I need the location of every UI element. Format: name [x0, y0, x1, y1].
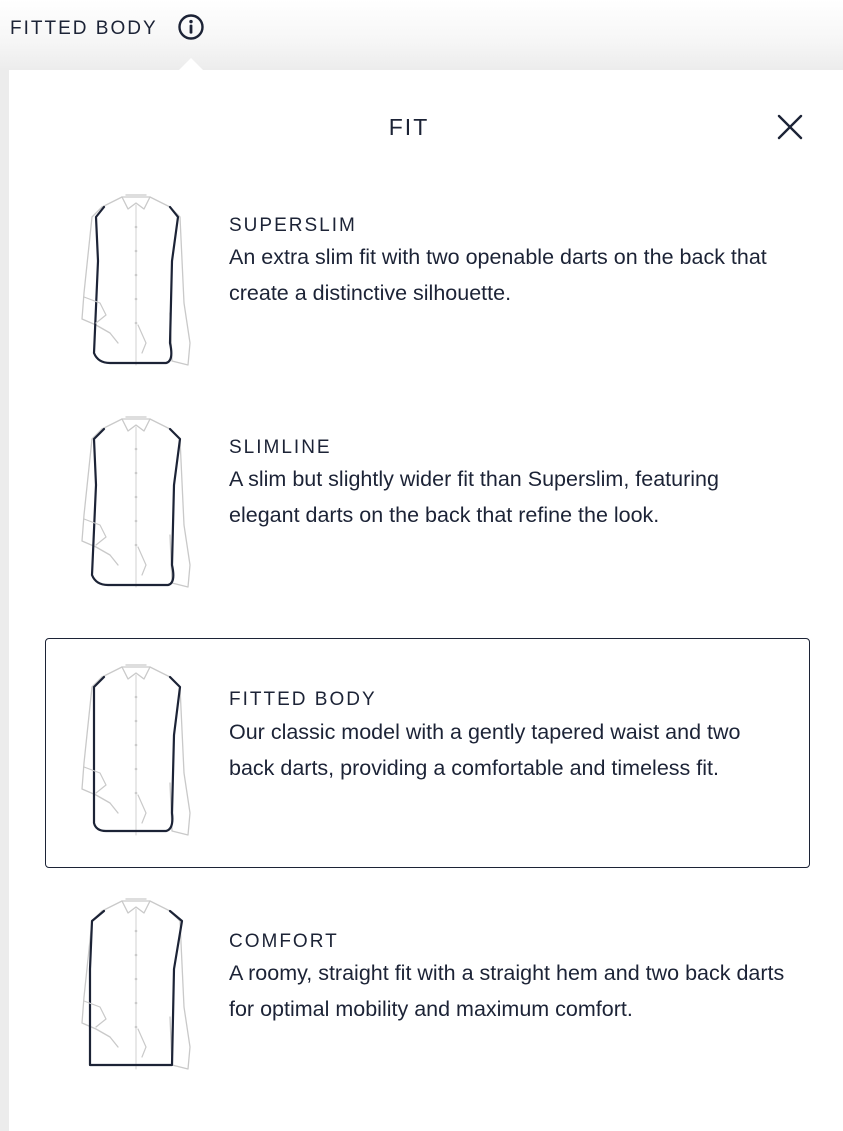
- fit-option-slimline[interactable]: [45, 380, 810, 610]
- panel-title: FIT: [388, 114, 430, 140]
- fit-name: SUPERSLIM: [229, 215, 357, 236]
- fit-name: FITTED BODY: [229, 689, 377, 710]
- shirt-fitted-body-icon: [66, 663, 206, 843]
- close-icon[interactable]: [775, 112, 805, 142]
- shirt-slimline-icon: [66, 415, 206, 595]
- fit-option-fitted-body[interactable]: [45, 638, 810, 868]
- fit-option-superslim[interactable]: [45, 158, 810, 388]
- fit-selector-bar: [0, 0, 843, 70]
- fit-name: SLIMLINE: [229, 437, 332, 458]
- shirt-comfort-icon: [66, 897, 206, 1077]
- fit-option-comfort[interactable]: [45, 862, 810, 1092]
- info-icon[interactable]: [177, 13, 205, 41]
- fit-name: COMFORT: [229, 931, 339, 952]
- fit-description: An extra slim fit with two openable darts on the back that create a distinctive silhouette.: [229, 245, 767, 305]
- selected-fit-label: FITTED BODY: [10, 18, 158, 39]
- fit-info-panel: [9, 70, 843, 1131]
- shirt-superslim-icon: [66, 193, 206, 373]
- fit-description: A roomy, straight fit with a straight hem and two back darts for optimal mobility and maximum comfort.: [229, 961, 785, 1021]
- fit-description: Our classic model with a gently tapered waist and two back darts, providing a comfortable and timeless fit.: [229, 720, 741, 780]
- fit-description: A slim but slightly wider fit than Superslim, featuring elegant darts on the back that refine the look.: [229, 467, 719, 527]
